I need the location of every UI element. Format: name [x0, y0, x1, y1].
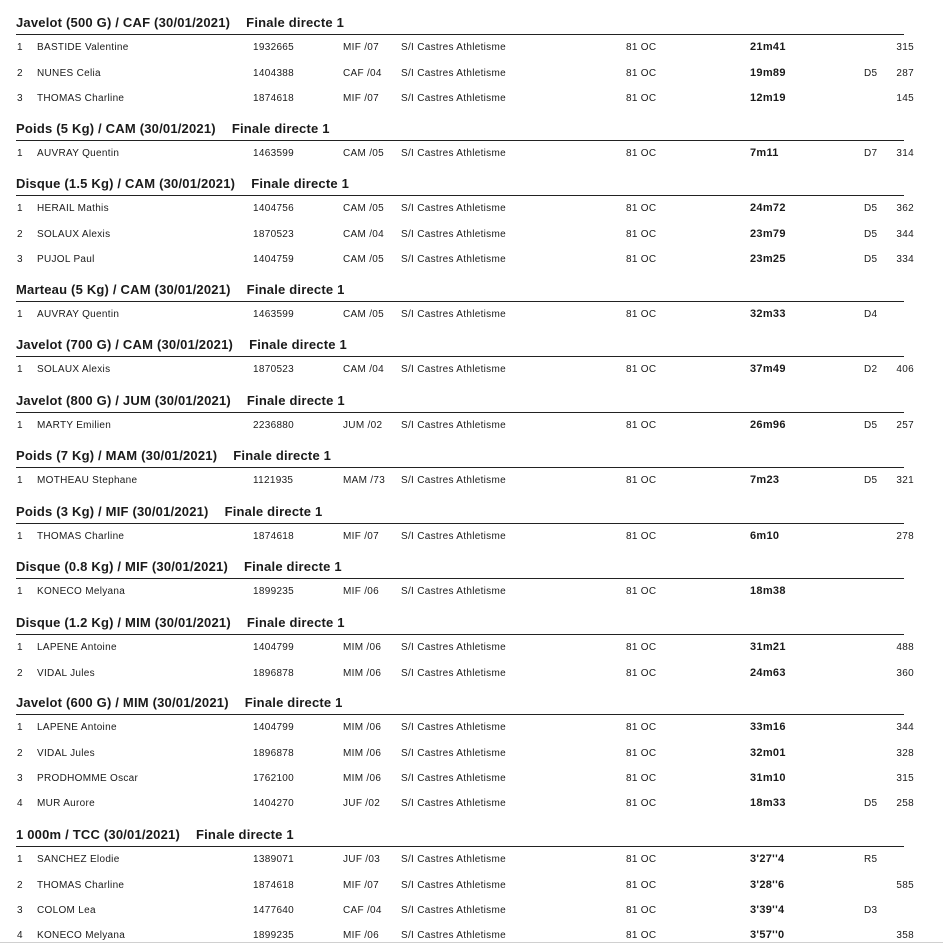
rank-cell: 2 — [17, 668, 23, 679]
license-number: 1404756 — [253, 203, 295, 214]
points-cell: 406 — [896, 364, 914, 375]
club-name: S/I Castres Athletisme — [401, 880, 506, 891]
club-name: S/I Castres Athletisme — [401, 420, 506, 431]
points-cell: 344 — [896, 229, 914, 240]
athlete-name: KONECO Melyana — [37, 930, 126, 941]
club-name: S/I Castres Athletisme — [401, 642, 506, 653]
category-cell: CAM /04 — [343, 229, 385, 240]
result-row — [0, 773, 943, 787]
level-cell: D5 — [864, 420, 878, 431]
club-name: S/I Castres Athletisme — [401, 93, 506, 104]
rank-cell: 1 — [17, 42, 23, 53]
category-cell: CAM /05 — [343, 254, 385, 265]
license-number: 2236880 — [253, 420, 295, 431]
category-cell: MIM /06 — [343, 642, 382, 653]
result-row — [0, 798, 943, 812]
event-header — [16, 279, 904, 302]
event-header — [16, 390, 904, 413]
department-cell: 81 OC — [626, 748, 657, 759]
result-row — [0, 722, 943, 736]
club-name: S/I Castres Athletisme — [401, 309, 506, 320]
athlete-name: PUJOL Paul — [37, 254, 95, 265]
event-header — [16, 334, 904, 357]
result-row — [0, 309, 943, 323]
event-header — [16, 612, 904, 635]
athlete-name: THOMAS Charline — [37, 880, 125, 891]
result-row — [0, 531, 943, 545]
level-cell: D4 — [864, 309, 878, 320]
category-cell: JUM /02 — [343, 420, 383, 431]
event-round: Finale directe 1 — [233, 448, 332, 463]
license-number: 1874618 — [253, 531, 295, 542]
club-name: S/I Castres Athletisme — [401, 68, 506, 79]
points-cell: 358 — [896, 930, 914, 941]
result-row — [0, 254, 943, 268]
rank-cell: 1 — [17, 531, 23, 542]
result-row — [0, 854, 943, 868]
rank-cell: 3 — [17, 254, 23, 265]
event-title — [16, 393, 345, 408]
club-name: S/I Castres Athletisme — [401, 722, 506, 733]
athlete-name: KONECO Melyana — [37, 586, 126, 597]
rank-cell: 3 — [17, 93, 23, 104]
points-cell: 258 — [896, 798, 914, 809]
event-header — [16, 692, 904, 715]
level-cell: D5 — [864, 798, 878, 809]
athlete-name: MUR Aurore — [37, 798, 96, 809]
license-number: 1899235 — [253, 586, 295, 597]
department-cell: 81 OC — [626, 722, 657, 733]
athlete-name: VIDAL Jules — [37, 668, 95, 679]
event-name: Disque (1.5 Kg) / CAM (30/01/2021) — [16, 176, 236, 191]
performance-cell: 3'27''4 — [750, 853, 785, 865]
license-number: 1404799 — [253, 642, 295, 653]
performance-cell: 12m19 — [750, 92, 786, 104]
event-title — [16, 15, 344, 30]
athlete-name: LAPENE Antoine — [37, 722, 117, 733]
department-cell: 81 OC — [626, 42, 657, 53]
level-cell: D5 — [864, 475, 878, 486]
result-row — [0, 148, 943, 162]
athlete-name: VIDAL Jules — [37, 748, 95, 759]
points-cell: 585 — [896, 880, 914, 891]
event-header — [16, 824, 904, 847]
points-cell: 145 — [896, 93, 914, 104]
event-round: Finale directe 1 — [246, 615, 345, 630]
result-row — [0, 93, 943, 107]
department-cell: 81 OC — [626, 586, 657, 597]
performance-cell: 24m72 — [750, 202, 786, 214]
rank-cell: 4 — [17, 930, 23, 941]
department-cell: 81 OC — [626, 148, 657, 159]
performance-cell: 24m63 — [750, 667, 786, 679]
event-name: Javelot (500 G) / CAF (30/01/2021) — [16, 15, 231, 30]
points-cell: 257 — [896, 420, 914, 431]
result-row — [0, 68, 943, 82]
event-round: Finale directe 1 — [246, 393, 345, 408]
performance-cell: 23m25 — [750, 253, 786, 265]
event-header — [16, 445, 904, 468]
athlete-name: SOLAUX Alexis — [37, 229, 111, 240]
event-title — [16, 615, 345, 630]
athlete-name: COLOM Lea — [37, 905, 96, 916]
department-cell: 81 OC — [626, 229, 657, 240]
points-cell: 344 — [896, 722, 914, 733]
license-number: 1477640 — [253, 905, 295, 916]
category-cell: MIF /07 — [343, 880, 379, 891]
event-name: 1 000m / TCC (30/01/2021) — [16, 827, 180, 842]
department-cell: 81 OC — [626, 798, 657, 809]
license-number: 1404799 — [253, 722, 295, 733]
club-name: S/I Castres Athletisme — [401, 854, 506, 865]
performance-cell: 18m38 — [750, 585, 786, 597]
rank-cell: 3 — [17, 773, 23, 784]
event-header — [16, 556, 904, 579]
result-row — [0, 880, 943, 894]
event-round: Finale directe 1 — [231, 121, 330, 136]
rank-cell: 1 — [17, 148, 23, 159]
result-row — [0, 905, 943, 919]
license-number: 1404388 — [253, 68, 295, 79]
rank-cell: 1 — [17, 586, 23, 597]
department-cell: 81 OC — [626, 420, 657, 431]
points-cell: 321 — [896, 475, 914, 486]
club-name: S/I Castres Athletisme — [401, 203, 506, 214]
points-cell: 315 — [896, 42, 914, 53]
event-title — [16, 448, 331, 463]
category-cell: CAM /04 — [343, 364, 385, 375]
rank-cell: 2 — [17, 880, 23, 891]
license-number: 1762100 — [253, 773, 295, 784]
points-cell: 287 — [896, 68, 914, 79]
department-cell: 81 OC — [626, 531, 657, 542]
event-header — [16, 118, 904, 141]
category-cell: MIM /06 — [343, 668, 382, 679]
event-round: Finale directe 1 — [246, 15, 345, 30]
department-cell: 81 OC — [626, 203, 657, 214]
level-cell: D5 — [864, 254, 878, 265]
rank-cell: 1 — [17, 203, 23, 214]
performance-cell: 23m79 — [750, 228, 786, 240]
event-title — [16, 176, 349, 191]
points-cell: 314 — [896, 148, 914, 159]
performance-cell: 3'57''0 — [750, 929, 785, 941]
category-cell: MIM /06 — [343, 748, 382, 759]
event-round: Finale directe 1 — [246, 282, 345, 297]
category-cell: MIF /07 — [343, 531, 379, 542]
performance-cell: 18m33 — [750, 797, 786, 809]
club-name: S/I Castres Athletisme — [401, 586, 506, 597]
page-bottom-divider — [0, 942, 943, 943]
performance-cell: 32m33 — [750, 308, 786, 320]
category-cell: MAM /73 — [343, 475, 386, 486]
club-name: S/I Castres Athletisme — [401, 930, 506, 941]
performance-cell: 7m11 — [750, 147, 779, 159]
performance-cell: 31m21 — [750, 641, 786, 653]
result-row — [0, 420, 943, 434]
event-round: Finale directe 1 — [224, 504, 323, 519]
performance-cell: 26m96 — [750, 419, 786, 431]
result-row — [0, 668, 943, 682]
result-row — [0, 364, 943, 378]
event-name: Javelot (800 G) / JUM (30/01/2021) — [16, 393, 231, 408]
license-number: 1874618 — [253, 880, 295, 891]
event-name: Poids (3 Kg) / MIF (30/01/2021) — [16, 504, 209, 519]
license-number: 1896878 — [253, 668, 295, 679]
event-header — [16, 12, 904, 35]
department-cell: 81 OC — [626, 364, 657, 375]
level-cell: D2 — [864, 364, 878, 375]
event-name: Disque (1.2 Kg) / MIM (30/01/2021) — [16, 615, 231, 630]
rank-cell: 4 — [17, 798, 23, 809]
rank-cell: 2 — [17, 748, 23, 759]
event-round: Finale directe 1 — [243, 559, 342, 574]
points-cell: 278 — [896, 531, 914, 542]
license-number: 1389071 — [253, 854, 295, 865]
club-name: S/I Castres Athletisme — [401, 748, 506, 759]
athlete-name: AUVRAY Quentin — [37, 148, 120, 159]
points-cell: 362 — [896, 203, 914, 214]
result-row — [0, 229, 943, 243]
rank-cell: 1 — [17, 642, 23, 653]
license-number: 1404759 — [253, 254, 295, 265]
athlete-name: SOLAUX Alexis — [37, 364, 111, 375]
category-cell: MIF /07 — [343, 93, 379, 104]
level-cell: D5 — [864, 203, 878, 214]
event-title — [16, 827, 294, 842]
athlete-name: NUNES Celia — [37, 68, 101, 79]
event-name: Disque (0.8 Kg) / MIF (30/01/2021) — [16, 559, 228, 574]
club-name: S/I Castres Athletisme — [401, 148, 506, 159]
department-cell: 81 OC — [626, 68, 657, 79]
result-row — [0, 42, 943, 56]
points-cell: 334 — [896, 254, 914, 265]
rank-cell: 2 — [17, 68, 23, 79]
department-cell: 81 OC — [626, 642, 657, 653]
license-number: 1463599 — [253, 309, 295, 320]
club-name: S/I Castres Athletisme — [401, 773, 506, 784]
club-name: S/I Castres Athletisme — [401, 668, 506, 679]
license-number: 1874618 — [253, 93, 295, 104]
event-name: Poids (7 Kg) / MAM (30/01/2021) — [16, 448, 218, 463]
category-cell: CAF /04 — [343, 905, 382, 916]
event-header — [16, 501, 904, 524]
department-cell: 81 OC — [626, 854, 657, 865]
result-row — [0, 586, 943, 600]
level-cell: R5 — [864, 854, 878, 865]
event-title — [16, 559, 342, 574]
event-name: Poids (5 Kg) / CAM (30/01/2021) — [16, 121, 216, 136]
performance-cell: 37m49 — [750, 363, 786, 375]
event-name: Javelot (600 G) / MIM (30/01/2021) — [16, 695, 229, 710]
license-number: 1463599 — [253, 148, 295, 159]
license-number: 1899235 — [253, 930, 295, 941]
club-name: S/I Castres Athletisme — [401, 364, 506, 375]
rank-cell: 1 — [17, 309, 23, 320]
performance-cell: 7m23 — [750, 474, 780, 486]
event-round: Finale directe 1 — [251, 176, 350, 191]
department-cell: 81 OC — [626, 668, 657, 679]
result-row — [0, 475, 943, 489]
rank-cell: 1 — [17, 420, 23, 431]
level-cell: D5 — [864, 68, 878, 79]
event-title — [16, 695, 343, 710]
club-name: S/I Castres Athletisme — [401, 905, 506, 916]
athlete-name: MOTHEAU Stephane — [37, 475, 138, 486]
license-number: 1870523 — [253, 229, 295, 240]
points-cell: 488 — [896, 642, 914, 653]
category-cell: JUF /03 — [343, 854, 381, 865]
performance-cell: 19m89 — [750, 67, 786, 79]
rank-cell: 1 — [17, 475, 23, 486]
department-cell: 81 OC — [626, 254, 657, 265]
athlete-name: BASTIDE Valentine — [37, 42, 129, 53]
athlete-name: LAPENE Antoine — [37, 642, 117, 653]
license-number: 1870523 — [253, 364, 295, 375]
rank-cell: 1 — [17, 854, 23, 865]
club-name: S/I Castres Athletisme — [401, 229, 506, 240]
category-cell: MIF /06 — [343, 930, 379, 941]
club-name: S/I Castres Athletisme — [401, 798, 506, 809]
performance-cell: 21m41 — [750, 41, 786, 53]
rank-cell: 1 — [17, 722, 23, 733]
result-row — [0, 748, 943, 762]
event-round: Finale directe 1 — [244, 695, 343, 710]
club-name: S/I Castres Athletisme — [401, 475, 506, 486]
level-cell: D5 — [864, 229, 878, 240]
athlete-name: AUVRAY Quentin — [37, 309, 120, 320]
event-title — [16, 282, 345, 297]
license-number: 1121935 — [253, 475, 294, 486]
department-cell: 81 OC — [626, 773, 657, 784]
license-number: 1932665 — [253, 42, 295, 53]
category-cell: CAF /04 — [343, 68, 382, 79]
performance-cell: 6m10 — [750, 530, 780, 542]
performance-cell: 3'39''4 — [750, 904, 785, 916]
rank-cell: 1 — [17, 364, 23, 375]
result-row — [0, 203, 943, 217]
level-cell: D7 — [864, 148, 878, 159]
event-round: Finale directe 1 — [249, 337, 347, 352]
event-title — [16, 337, 347, 352]
athlete-name: THOMAS Charline — [37, 93, 125, 104]
category-cell: MIF /06 — [343, 586, 379, 597]
performance-cell: 31m10 — [750, 772, 786, 784]
points-cell: 315 — [896, 773, 914, 784]
event-name: Javelot (700 G) / CAM (30/01/2021) — [16, 337, 234, 352]
club-name: S/I Castres Athletisme — [401, 42, 506, 53]
points-cell: 360 — [896, 668, 914, 679]
license-number: 1896878 — [253, 748, 295, 759]
department-cell: 81 OC — [626, 475, 657, 486]
category-cell: MIM /06 — [343, 773, 382, 784]
event-header — [16, 173, 904, 196]
category-cell: CAM /05 — [343, 148, 385, 159]
department-cell: 81 OC — [626, 930, 657, 941]
athlete-name: THOMAS Charline — [37, 531, 125, 542]
athlete-name: MARTY Emilien — [37, 420, 112, 431]
points-cell: 328 — [896, 748, 914, 759]
athlete-name: PRODHOMME Oscar — [37, 773, 139, 784]
level-cell: D3 — [864, 905, 878, 916]
event-title — [16, 504, 322, 519]
license-number: 1404270 — [253, 798, 295, 809]
club-name: S/I Castres Athletisme — [401, 254, 506, 265]
department-cell: 81 OC — [626, 93, 657, 104]
performance-cell: 32m01 — [750, 747, 786, 759]
athlete-name: SANCHEZ Elodie — [37, 854, 120, 865]
event-round: Finale directe 1 — [195, 827, 294, 842]
category-cell: CAM /05 — [343, 203, 385, 214]
category-cell: CAM /05 — [343, 309, 385, 320]
performance-cell: 3'28''6 — [750, 879, 785, 891]
rank-cell: 3 — [17, 905, 23, 916]
club-name: S/I Castres Athletisme — [401, 531, 506, 542]
department-cell: 81 OC — [626, 905, 657, 916]
athlete-name: HERAIL Mathis — [37, 203, 109, 214]
category-cell: JUF /02 — [343, 798, 381, 809]
performance-cell: 33m16 — [750, 721, 786, 733]
department-cell: 81 OC — [626, 880, 657, 891]
event-name: Marteau (5 Kg) / CAM (30/01/2021) — [16, 282, 231, 297]
category-cell: MIM /06 — [343, 722, 382, 733]
department-cell: 81 OC — [626, 309, 657, 320]
event-title — [16, 121, 330, 136]
result-row — [0, 642, 943, 656]
rank-cell: 2 — [17, 229, 23, 240]
category-cell: MIF /07 — [343, 42, 379, 53]
